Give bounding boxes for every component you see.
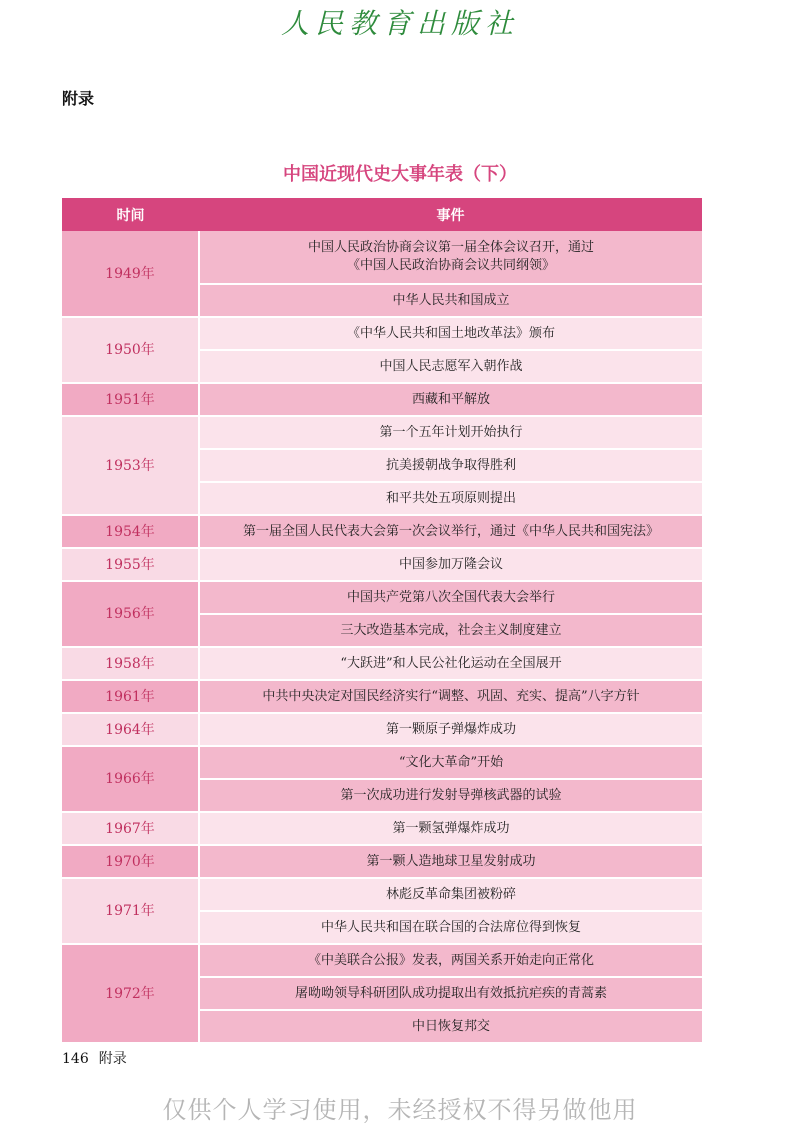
- column-header-time: 时间: [62, 198, 199, 231]
- table-row: [62, 548, 702, 581]
- year-cell: 1951年: [62, 383, 199, 416]
- watermark: 仅供个人学习使用，未经授权不得另做他用: [162, 1096, 638, 1124]
- year-cell: 1953年: [62, 416, 199, 515]
- events-table: [62, 198, 702, 1044]
- event-cell: 和平共处五项原则提出: [199, 482, 702, 515]
- table-row: [62, 231, 702, 284]
- event-cell: 中共中央决定对国民经济实行“调整、巩固、充实、提高”八字方针: [199, 680, 702, 713]
- event-cell: 中日恢复邦交: [199, 1010, 702, 1043]
- year-cell: 1970年: [62, 845, 199, 878]
- table-row: [62, 515, 702, 548]
- event-cell: 第一颗氢弹爆炸成功: [199, 812, 702, 845]
- table-row: [62, 383, 702, 416]
- event-cell: 中国人民政治协商会议第一届全体会议召开，通过 《中国人民政治协商会议共同纲领》: [199, 231, 702, 284]
- event-cell: 中国共产党第八次全国代表大会举行: [199, 581, 702, 614]
- event-cell: 林彪反革命集团被粉碎: [199, 878, 702, 911]
- year-cell: 1955年: [62, 548, 199, 581]
- table-row: [62, 812, 702, 845]
- year-cell: 1954年: [62, 515, 199, 548]
- year-cell: 1971年: [62, 878, 199, 944]
- year-cell: 1950年: [62, 317, 199, 383]
- event-cell: 抗美援朝战争取得胜利: [199, 449, 702, 482]
- page-footer: [62, 1048, 127, 1068]
- event-cell: 《中美联合公报》发表，两国关系开始走向正常化: [199, 944, 702, 977]
- table-row: [62, 944, 702, 977]
- year-cell: 1972年: [62, 944, 199, 1043]
- table-header-row: [62, 198, 702, 231]
- table-row: [62, 713, 702, 746]
- year-cell: 1961年: [62, 680, 199, 713]
- event-cell: 中华人民共和国成立: [199, 284, 702, 317]
- table-title: 中国近现代史大事年表（下）: [283, 164, 517, 185]
- events-body: [62, 231, 702, 1043]
- year-cell: 1958年: [62, 647, 199, 680]
- page-footer-label: 附录: [98, 1051, 127, 1067]
- event-cell: “文化大革命”开始: [199, 746, 702, 779]
- event-cell: 第一届全国人民代表大会第一次会议举行，通过《中华人民共和国宪法》: [199, 515, 702, 548]
- year-cell: 1964年: [62, 713, 199, 746]
- year-cell: 1967年: [62, 812, 199, 845]
- table-row: [62, 317, 702, 350]
- table-row: [62, 647, 702, 680]
- table-row: [62, 680, 702, 713]
- year-cell: 1966年: [62, 746, 199, 812]
- event-cell: 第一次成功进行发射导弹核武器的试验: [199, 779, 702, 812]
- event-cell: 《中华人民共和国土地改革法》颁布: [199, 317, 702, 350]
- event-cell: 第一颗人造地球卫星发射成功: [199, 845, 702, 878]
- event-cell: 中国参加万隆会议: [199, 548, 702, 581]
- publisher-logo: 人民教育出版社: [280, 7, 519, 40]
- table-row: [62, 845, 702, 878]
- table-row: [62, 878, 702, 911]
- event-cell: 中华人民共和国在联合国的合法席位得到恢复: [199, 911, 702, 944]
- year-cell: 1949年: [62, 231, 199, 317]
- column-header-event: 事件: [199, 198, 702, 231]
- event-cell: 三大改造基本完成，社会主义制度建立: [199, 614, 702, 647]
- table-row: [62, 746, 702, 779]
- event-cell: 屠呦呦领导科研团队成功提取出有效抵抗疟疾的青蒿素: [199, 977, 702, 1010]
- event-cell: 西藏和平解放: [199, 383, 702, 416]
- year-cell: 1956年: [62, 581, 199, 647]
- section-label: 附录: [62, 89, 95, 108]
- event-cell: 第一颗原子弹爆炸成功: [199, 713, 702, 746]
- event-cell: 第一个五年计划开始执行: [199, 416, 702, 449]
- table-row: [62, 416, 702, 449]
- table-row: [62, 581, 702, 614]
- event-cell: 中国人民志愿军入朝作战: [199, 350, 702, 383]
- event-cell: “大跃进”和人民公社化运动在全国展开: [199, 647, 702, 680]
- page-number: 146: [62, 1051, 89, 1067]
